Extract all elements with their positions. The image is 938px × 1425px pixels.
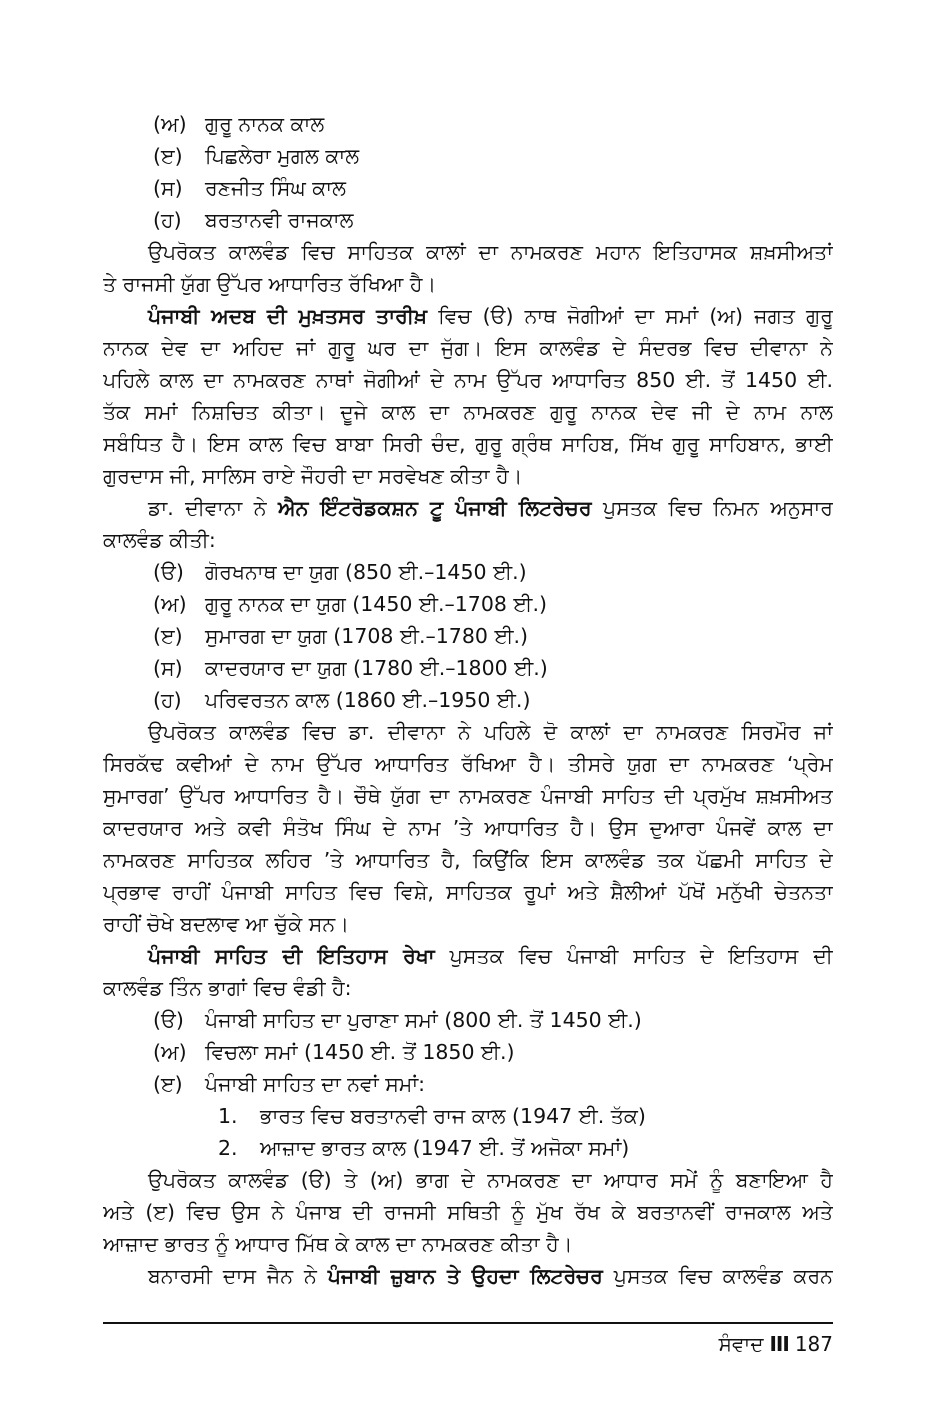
paragraph-line: ਉਪਰੋਕਤ ਕਾਲਵੰਡ ਵਿਚ ਡਾ. ਦੀਵਾਨਾ ਨੇ ਪਹਿਲੇ ਦੋ ਕਾਲਾਂ ਦਾ ਨਾਮਕਰਣ ਸਿਰਮੌਰ ਜਾਂ <box>148 720 833 744</box>
sublist-text: ਭਾਰਤ ਵਿਚ ਬਰਤਾਨਵੀ ਰਾਜ ਕਾਲ (1947 ਈ. ਤੱਕ) <box>260 1104 646 1128</box>
book-title: ਪੰਜਾਬੀ ਜ਼ੁਬਾਨ ਤੇ ਉਹਦਾ ਲਿਟਰੇਚਰ <box>327 1264 603 1288</box>
list-item <box>103 140 833 172</box>
book-title: ਐਨ ਇੰਟਰੋਡਕਸ਼ਨ ਟੂ ਪੰਜਾਬੀ ਲਿਟਰੇਚਰ <box>278 496 592 520</box>
book-title: ਪੰਜਾਬੀ ਅਦਬ ਦੀ ਮੁਖ਼ਤਸਰ ਤਾਰੀਖ਼ <box>148 304 428 328</box>
paragraph-line: ਕਾਲਵੰਡ ਤਿੰਨ ਭਾਗਾਂ ਵਿਚ ਵੰਡੀ ਹੈ: <box>103 976 352 1000</box>
list-text: ਪੰਜਾਬੀ ਸਾਹਿਤ ਦਾ ਪੁਰਾਣਾ ਸਮਾਂ (800 ਈ. ਤੋਂ 1450 ਈ.) <box>205 1008 642 1032</box>
footer-divider <box>103 1322 833 1324</box>
list-label: (ਅ) <box>153 112 187 136</box>
sublist-text: ਆਜ਼ਾਦ ਭਾਰਤ ਕਾਲ (1947 ਈ. ਤੋਂ ਅਜੋਕਾ ਸਮਾਂ) <box>260 1136 630 1160</box>
paragraph-line: ਉਪਰੋਕਤ ਕਾਲਵੰਡ ਵਿਚ ਸਾਹਿਤਕ ਕਾਲਾਂ ਦਾ ਨਾਮਕਰਣ ਮਹਾਨ ਇਤਿਹਾਸਕ ਸ਼ਖ਼ਸੀਅਤਾਂ <box>148 240 833 264</box>
list-text: ਗੁਰੂ ਨਾਨਕ ਕਾਲ <box>205 112 325 136</box>
list-item <box>103 1036 833 1068</box>
paragraph-line: ਨਾਮਕਰਣ ਸਾਹਿਤਕ ਲਹਿਰ ’ਤੇ ਆਧਾਰਿਤ ਹੈ, ਕਿਉਂਕਿ ਇਸ ਕਾਲਵੰਡ ਤਕ ਪੱਛਮੀ ਸਾਹਿਤ ਦੇ <box>103 848 833 872</box>
list-text: ਵਿਚਲਾ ਸਮਾਂ (1450 ਈ. ਤੋਂ 1850 ਈ.) <box>205 1040 515 1064</box>
paragraph-line: ਗੁਰਦਾਸ ਜੀ, ਸਾਲਿਸ ਰਾਏ ਜੌਹਰੀ ਦਾ ਸਰਵੇਖਣ ਕੀਤਾ ਹੈ। <box>103 464 523 488</box>
paragraph-line: ਤੇ ਰਾਜਸੀ ਯੁੱਗ ਉੱਪਰ ਆਧਾਰਿਤ ਰੱਖਿਆ ਹੈ। <box>103 272 437 296</box>
paragraph-line: ਤੱਕ ਸਮਾਂ ਨਿਸ਼ਚਿਤ ਕੀਤਾ। ਦੂਜੇ ਕਾਲ ਦਾ ਨਾਮਕਰਣ ਗੁਰੂ ਨਾਨਕ ਦੇਵ ਜੀ ਦੇ ਨਾਮ ਨਾਲ <box>103 400 833 424</box>
list-text: ਕਾਦਰਯਾਰ ਦਾ ਯੁਗ (1780 ਈ.–1800 ਈ.) <box>205 656 548 680</box>
list-item <box>103 204 833 236</box>
list-text: ਬਰਤਾਨਵੀ ਰਾਜਕਾਲ <box>205 208 354 232</box>
paragraph-text: ਡਾ. ਦੀਵਾਨਾ ਨੇ <box>148 496 278 520</box>
list-label: (ੲ) <box>153 1072 183 1096</box>
paragraph-text: ਬਨਾਰਸੀ ਦਾਸ ਜੈਨ ਨੇ <box>148 1264 328 1288</box>
paragraph-line: ਪਹਿਲੇ ਕਾਲ ਦਾ ਨਾਮਕਰਣ ਨਾਥਾਂ ਜੋਗੀਆਂ ਦੇ ਨਾਮ ਉੱਪਰ ਆਧਾਰਿਤ 850 ਈ. ਤੋਂ 1450 ਈ. <box>103 368 833 392</box>
book-title: ਪੰਜਾਬੀ ਸਾਹਿਤ ਦੀ ਇਤਿਹਾਸ ਰੇਖਾ <box>148 944 435 968</box>
list-label: (ੲ) <box>153 144 183 168</box>
list-item <box>103 108 833 140</box>
list-item <box>103 172 833 204</box>
page-footer <box>719 1330 833 1358</box>
sublist-item <box>103 1132 833 1164</box>
list-item <box>103 684 833 716</box>
paragraph-line: ਸਿਰਕੱਢ ਕਵੀਆਂ ਦੇ ਨਾਮ ਉੱਪਰ ਆਧਾਰਿਤ ਰੱਖਿਆ ਹੈ। ਤੀਸਰੇ ਯੁਗ ਦਾ ਨਾਮਕਰਣ ‘ਪ੍ਰੇਮ <box>103 752 833 776</box>
list-label: (ਅ) <box>153 592 187 616</box>
list-label: (ਹ) <box>153 688 182 712</box>
paragraph-line: ਅਤੇ (ੲ) ਵਿਚ ਉਸ ਨੇ ਪੰਜਾਬ ਦੀ ਰਾਜਸੀ ਸਥਿਤੀ ਨੂੰ ਮੁੱਖ ਰੱਖ ਕੇ ਬਰਤਾਨਵੀਂ ਰਾਜਕਾਲ ਅਤੇ <box>103 1200 833 1224</box>
list-item <box>103 1004 833 1036</box>
list-item <box>103 1068 833 1100</box>
page-body <box>103 108 833 1292</box>
paragraph-line: ਸਬੰਧਿਤ ਹੈ। ਇਸ ਕਾਲ ਵਿਚ ਬਾਬਾ ਸਿਰੀ ਚੰਦ, ਗੁਰੂ ਗ੍ਰੰਥ ਸਾਹਿਬ, ਸਿੱਖ ਗੁਰੂ ਸਾਹਿਬਾਨ, ਭਾਈ <box>103 432 833 456</box>
paragraph-line <box>103 1260 833 1292</box>
list-item <box>103 556 833 588</box>
sublist-item <box>103 1100 833 1132</box>
journal-name: ਸੰਵਾਦ <box>718 1332 764 1356</box>
paragraph-line: ਉਪਰੋਕਤ ਕਾਲਵੰਡ (ੳ) ਤੇ (ਅ) ਭਾਗ ਦੇ ਨਾਮਕਰਣ ਦਾ ਆਧਾਰ ਸਮੇਂ ਨੂੰ ਬਣਾਇਆ ਹੈ <box>148 1168 833 1192</box>
paragraph-line <box>103 940 833 972</box>
list-item <box>103 652 833 684</box>
sublist-number: 2. <box>218 1136 238 1160</box>
list-label: (ਹ) <box>153 208 182 232</box>
list-label: (ਸ) <box>153 656 183 680</box>
paragraph-line: ਰਾਹੀਂ ਚੋਖੇ ਬਦਲਾਵ ਆ ਚੁੱਕੇ ਸਨ। <box>103 912 350 936</box>
list-text: ਗੋਰਖਨਾਥ ਦਾ ਯੁਗ (850 ਈ.–1450 ਈ.) <box>205 560 527 584</box>
list-label: (ੳ) <box>153 560 184 584</box>
paragraph-line: ਨਾਨਕ ਦੇਵ ਦਾ ਅਹਿਦ ਜਾਂ ਗੁਰੂ ਘਰ ਦਾ ਜੁੱਗ। ਇਸ ਕਾਲਵੰਡ ਦੇ ਸੰਦਰਭ ਵਿਚ ਦੀਵਾਨਾ ਨੇ <box>103 336 833 360</box>
list-text: ਪੰਜਾਬੀ ਸਾਹਿਤ ਦਾ ਨਵਾਂ ਸਮਾਂ: <box>205 1072 426 1096</box>
paragraph-line: ਪ੍ਰਭਾਵ ਰਾਹੀਂ ਪੰਜਾਬੀ ਸਾਹਿਤ ਵਿਚ ਵਿਸ਼ੇ, ਸਾਹਿਤਕ ਰੂਪਾਂ ਅਤੇ ਸ਼ੈਲੀਆਂ ਪੱਖੋਂ ਮਨੁੱਖੀ ਚੇਤਨਤਾ <box>103 880 833 904</box>
sublist-number: 1. <box>218 1104 238 1128</box>
paragraph-line <box>103 492 833 524</box>
list-label: (ੳ) <box>153 1008 184 1032</box>
list-text: ਪਿਛਲੇਰਾ ਮੁਗਲ ਕਾਲ <box>205 144 360 168</box>
page-number: 187 <box>794 1332 833 1356</box>
list-item <box>103 620 833 652</box>
list-label: (ਅ) <box>153 1040 187 1064</box>
list-text: ਗੁਰੂ ਨਾਨਕ ਦਾ ਯੁਗ (1450 ਈ.–1708 ਈ.) <box>205 592 547 616</box>
paragraph-line: ਆਜ਼ਾਦ ਭਾਰਤ ਨੂੰ ਆਧਾਰ ਮਿੱਥ ਕੇ ਕਾਲ ਦਾ ਨਾਮਕਰਣ ਕੀਤਾ ਹੈ। <box>103 1232 573 1256</box>
paragraph-text: ਪੁਸਤਕ ਵਿਚ ਕਾਲਵੰਡ ਕਰਨ <box>602 1264 833 1288</box>
list-label: (ਸ) <box>153 176 183 200</box>
paragraph-text: ਪੁਸਤਕ ਵਿਚ ਨਿਮਨ ਅਨੁਸਾਰ <box>591 496 833 520</box>
paragraph-line: ਸੁਮਾਰਗ’ ਉੱਪਰ ਆਧਾਰਿਤ ਹੈ। ਚੌਥੇ ਯੁੱਗ ਦਾ ਨਾਮਕਰਣ ਪੰਜਾਬੀ ਸਾਹਿਤ ਦੀ ਪ੍ਰਮੁੱਖ ਸ਼ਖ਼ਸੀਅਤ <box>103 784 833 808</box>
footer-separator: III <box>769 1332 789 1356</box>
paragraph-line <box>103 300 833 332</box>
paragraph-line: ਕਾਲਵੰਡ ਕੀਤੀ: <box>103 528 216 552</box>
list-label: (ੲ) <box>153 624 183 648</box>
list-item <box>103 588 833 620</box>
list-text: ਸੁਮਾਰਗ ਦਾ ਯੁਗ (1708 ਈ.–1780 ਈ.) <box>205 624 528 648</box>
paragraph-line: ਕਾਦਰਯਾਰ ਅਤੇ ਕਵੀ ਸੰਤੋਖ ਸਿੰਘ ਦੇ ਨਾਮ ’ਤੇ ਆਧਾਰਿਤ ਹੈ। ਉਸ ਦੁਆਰਾ ਪੰਜਵੇਂ ਕਾਲ ਦਾ <box>103 816 833 840</box>
paragraph-text: ਵਿਚ (ੳ) ਨਾਥ ਜੋਗੀਆਂ ਦਾ ਸਮਾਂ (ਅ) ਜਗਤ ਗੁਰੂ <box>427 304 833 328</box>
list-text: ਪਰਿਵਰਤਨ ਕਾਲ (1860 ਈ.–1950 ਈ.) <box>205 688 531 712</box>
list-text: ਰਣਜੀਤ ਸਿੰਘ ਕਾਲ <box>205 176 346 200</box>
paragraph-text: ਪੁਸਤਕ ਵਿਚ ਪੰਜਾਬੀ ਸਾਹਿਤ ਦੇ ਇਤਿਹਾਸ ਦੀ <box>434 944 833 968</box>
